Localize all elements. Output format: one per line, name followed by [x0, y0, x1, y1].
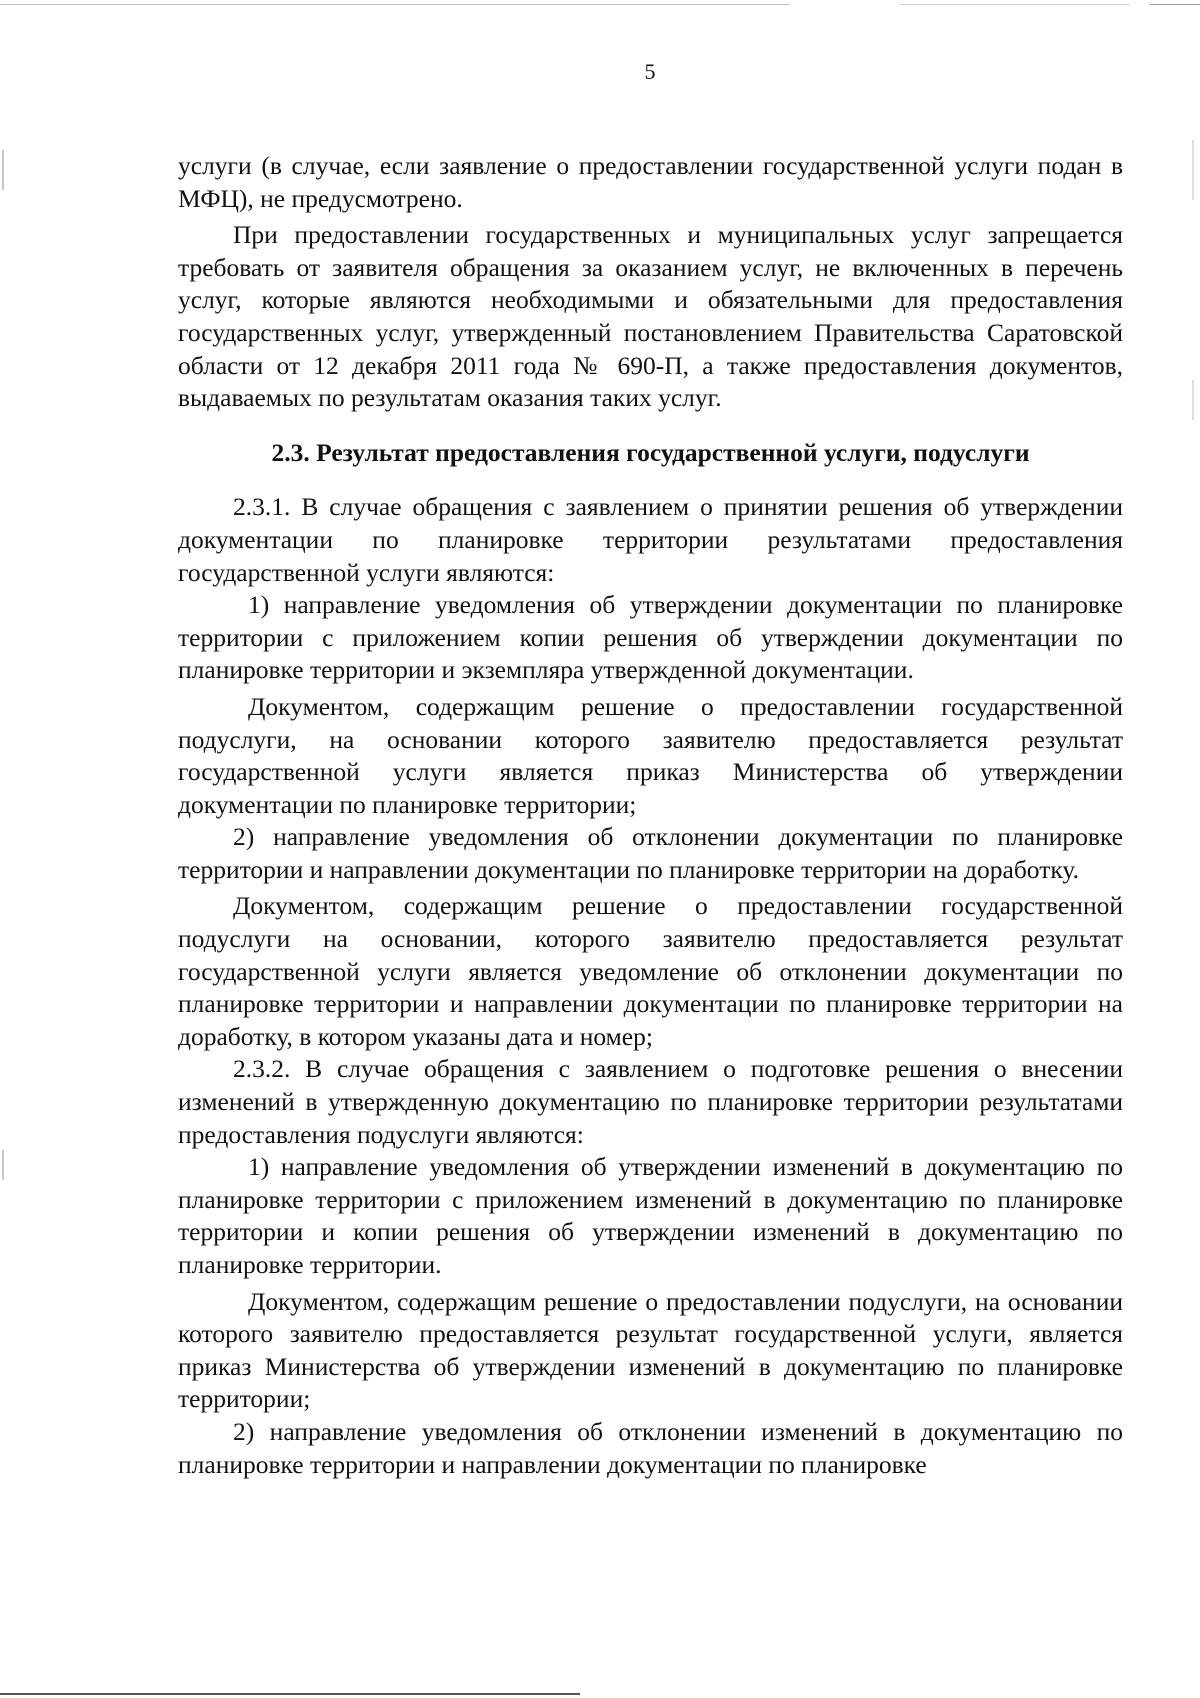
- scan-artifact-left-edge: [2, 1150, 4, 1180]
- scan-artifact-corner: [1150, 4, 1200, 17]
- list-item: 2) направление уведомления об отклонении документации по планировке территории и направлении документации по планировке территории на доработку.: [178, 822, 1123, 884]
- paragraph: услуги (в случае, если заявление о предоставлении государственной услуги подан в МФЦ), не предусмотрено.: [178, 151, 1123, 213]
- document-body: [178, 150, 1123, 1481]
- scan-artifact-left-edge: [2, 150, 4, 190]
- scan-artifact-right-edge: [1192, 380, 1194, 420]
- paragraph: При предоставлении государственных и муниципальных услуг запрещается требовать от заявителя обращения за оказанием услуг, не включенных в перечень услуг, которые являются необходимыми и обязательными для предоставления государственных услуг, утвержденный постановлением Правительства Саратовской области от 12 декабря 2011 года № 690-П, а также предоставления документов, выдаваемых по результатам оказания таких услуг.: [178, 220, 1123, 413]
- paragraph: Документом, содержащим решение о предоставлении государственной подуслуги на основании, которого заявителю предоставляется результат государственной услуги является уведомление об отклонении документации по планировке территории и направлении документации по планировке территории на доработку, в котором указаны дата и номер;: [178, 891, 1123, 1051]
- section-heading: 2.3. Результат предоставления государственной услуги, подуслуги: [271, 437, 1030, 467]
- scan-artifact-bottom-line: [0, 1693, 580, 1695]
- paragraph: Документом, содержащим решение о предоставлении государственной подуслуги, на основании которого заявителю предоставляется результат государственной услуги является приказ Министерства об утверждении документации по планировке территории;: [178, 691, 1123, 819]
- paragraph: 2.3.2. В случае обращения с заявлением о подготовке решения о внесении изменений в утвержденную документацию по планировке территории результатами предоставления подуслуги являются:: [178, 1054, 1123, 1149]
- list-item: 2) направление уведомления об отклонении изменений в документацию по планировке территории и направлении документации по планировке: [178, 1416, 1123, 1479]
- page-number: 5: [644, 59, 656, 84]
- paragraph: 2.3.1. В случае обращения с заявлением о принятии решения об утверждении документации по планировке территории результатами предоставления государственной услуги являются:: [178, 492, 1123, 587]
- scan-artifact-top-line-right: [900, 4, 1130, 5]
- paragraph: Документом, содержащим решение о предоставлении подуслуги, на основании которого заявителю предоставляется результат государственной услуги, является приказ Министерства об утверждении изменений в документацию по планировке территории;: [178, 1286, 1123, 1414]
- list-item: 1) направление уведомления об утверждении документации по планировке территории с приложением копии решения об утверждении документации по планировке территории и экземпляра утвержденной документации.: [178, 590, 1123, 685]
- list-item: 1) направление уведомления об утверждении изменений в документацию по планировке территории с приложением изменений в документацию по планировке территории и копии решения об утверждении изменений в документацию по планировке территории.: [178, 1152, 1123, 1279]
- scan-artifact-right-edge: [1192, 140, 1194, 200]
- scan-artifact-top-line: [0, 4, 790, 5]
